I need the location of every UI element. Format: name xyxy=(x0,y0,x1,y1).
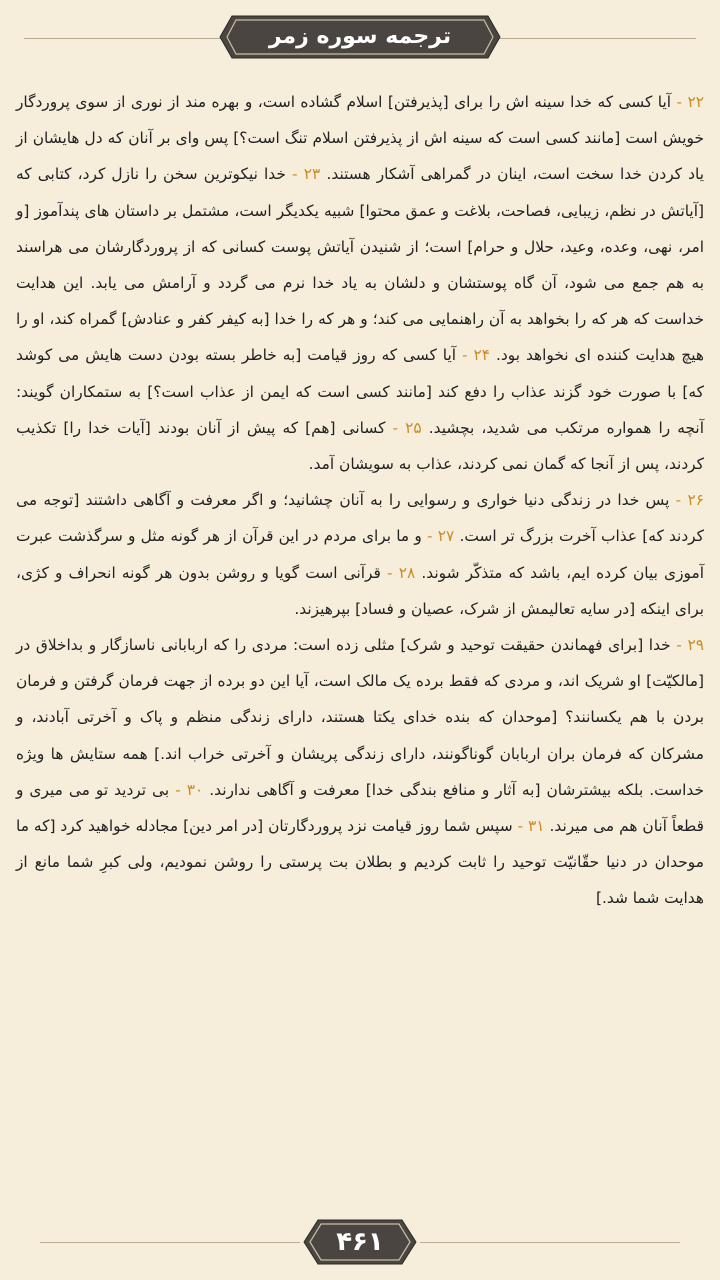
verse-text-22: آیا کسی که خدا سینه اش را برای [پذیرفتن] اسلام گشاده است، و بهره مند از نوری از سوی پروردگار خویش است [مانند کسی است که سینه اش از پذیرفتن اسلام تنگ است؟] پس وای بر آنان که دل هایشان از یاد کردن خدا سخت است، اینان در گمراهی آشکار هستند. xyxy=(16,93,704,184)
verse-text-30: بی تردید تو می میری و قطعاً آنان هم می میرند. xyxy=(16,780,704,836)
paragraph-1 xyxy=(16,84,704,482)
verse-text-25: کسانی [هم] که پیش از آنان بودند [آیات خدا را] تکذیب کردند، پس از آنجا که گمان نمی کردند، عذاب به سویشان آمد. xyxy=(16,418,704,474)
header xyxy=(0,12,720,64)
page-number-plate xyxy=(302,1218,418,1266)
translation-text xyxy=(16,84,704,1202)
verse-text-26: پس خدا در زندگی دنیا خواری و رسوایی را به آنان چشانید؛ و اگر معرفت و آگاهی داشتند [توجه می کردند که] عذاب آخرت بزرگ تر است. xyxy=(16,491,705,546)
footer-rule-right xyxy=(420,1242,680,1243)
verse-number-30: ۳۰ - xyxy=(169,780,204,799)
footer-rule-left xyxy=(40,1242,300,1243)
verse-text-28: قرآنی است گویا و روشن بدون هر گونه انحراف و کژی، برای اینکه [در سایه تعالیمش از شرک، عصیان و فساد] بپرهیزند. xyxy=(16,563,704,618)
header-rule-right xyxy=(496,38,696,39)
verse-number-27: ۲۷ - xyxy=(421,527,455,546)
verse-text-31: سپس شما روز قیامت نزد پروردگارتان [در امر دین] مجادله خواهید کرد [که ما موحدان در دنیا حقّانیّت توحید را ثابت کردیم و بطلان بت پرستی را روشن نمودیم، ولی کبرِ شما مانع از هدایت شما شد.] xyxy=(16,817,704,908)
verse-text-24: آیا کسی که روز قیامت [به خاطر بسته بودن دست هایش می کوشد که] با صورت خود گزند عذاب را دفع کند [مانند کسی است که ایمن از عذاب است؟] به ستمکاران گویند: آنچه را همواره مرتکب می شدید، بچشید. xyxy=(16,346,704,437)
header-rule-left xyxy=(24,38,224,39)
footer xyxy=(0,1214,720,1270)
verse-text-29: خدا [برای فهماندن حقیقت توحید و شرک] مثلی زده است: مردی را که اربابانی ناسازگار و بداخلاق در [مالکیّت] او شریک اند، و مردی که فقط برده یک مالک است، آیا این دو برده از جهت فرمان گرفتن و فرمان بردن با هم یکسانند؟ [موحدان که بنده خدای یکتا هستند، دارای زندگی منظم و پاک و آخرتی آبادند، و مشرکان که فرمان بران اربابان گوناگونند، دارای زندگی پریشان و آخرتی خراب اند.] همه ستایش ها ویژه خداست. بلکه بیشترشان [به آثار و منافع بندگی خدا] معرفت و آگاهی ندارند. xyxy=(16,636,704,799)
verse-number-29: ۲۹ - xyxy=(670,636,704,655)
title-plate xyxy=(218,14,502,60)
verse-number-26: ۲۶ - xyxy=(669,491,704,510)
verse-number-22: ۲۲ - xyxy=(671,93,704,111)
paragraph-2 xyxy=(16,482,704,627)
verse-number-25: ۲۵ - xyxy=(385,418,422,437)
verse-text-27: و ما برای مردم در این قرآن از هر گونه مثل و سرگذشت عبرت آموزی بیان کرده ایم، باشد که متذکّر شوند. xyxy=(16,527,704,582)
verse-number-31: ۳۱ - xyxy=(512,817,545,836)
verse-number-24: ۲۴ - xyxy=(456,346,491,365)
verse-text-23: خدا نیکوترین سخن را نازل کرد، کتابی که [آیاتش در نظم، زیبایی، فصاحت، بلاغت و عمق محتوا] شبیه یکدیگر است، مشتمل بر داستان های پندآموز [و امر، نهی، وعده، وعید، حلال و حرام] است؛ از شنیدن آیاتش پوست کسانی که از پروردگارشان می هراسند به هم جمع می شود، آن گاه پوستشان و دلشان به یاد خدا نرم می گردد و آرامش می یابد. این هدایت خداست که هر که را بخواهد به آن راهنمایی می کند؛ و هر که را خدا [به کیفر کفر و عنادش] گمراه کند، او را هیچ هدایت کننده ای نخواهد بود. xyxy=(16,165,704,365)
paragraph-3 xyxy=(16,627,704,917)
page-title: ترجمه سوره زمر xyxy=(268,24,452,49)
verse-number-28: ۲۸ - xyxy=(380,563,416,582)
verse-number-23: ۲۳ - xyxy=(285,165,321,184)
page-number: ۴۶۱ xyxy=(336,1227,384,1257)
